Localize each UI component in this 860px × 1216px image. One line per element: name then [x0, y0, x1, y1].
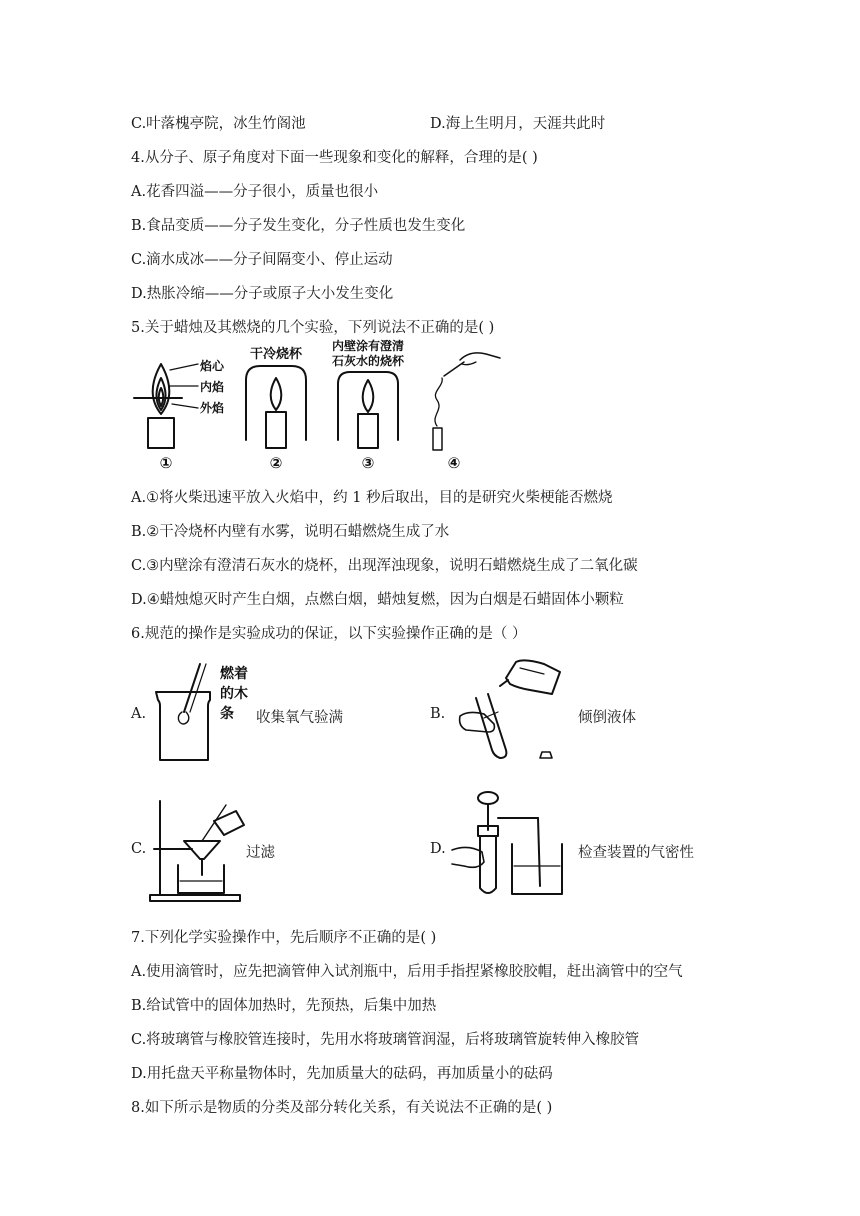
q7-option-c: C.将玻璃管与橡胶管连接时，先用水将玻璃管润湿，后将玻璃管旋转伸入橡胶管: [131, 1032, 640, 1048]
q6-option-a-caption: 收集氧气验满: [256, 710, 343, 726]
relight-smoke-setup: [433, 353, 500, 472]
q6-option-d-letter: D.: [430, 841, 446, 857]
q7-option-a: A.使用滴管时，应先把滴管伸入试剂瓶中，后用手指捏紧橡胶胶帽，赶出滴管中的空气: [131, 964, 683, 980]
airtightness-check-figure: [448, 790, 568, 902]
q6-option-a-letter: A.: [131, 706, 147, 722]
q6-option-d-caption: 检查装置的气密性: [578, 845, 694, 861]
label-limewater-line2: 石灰水的烧杯: [331, 354, 405, 368]
q4-option-c: C.滴水成冰——分子间隔变小、停止运动: [131, 252, 393, 268]
q4-option-b: B.食品变质——分子发生变化，分子性质也发生变化: [131, 218, 466, 234]
dry-cold-beaker-setup: [246, 346, 306, 472]
figure-number-2: ②: [269, 454, 283, 472]
label-burning-stick-1: 燃着: [220, 666, 248, 682]
label-burning-stick-2: 的木: [220, 686, 248, 702]
limewater-beaker-setup: [332, 338, 405, 472]
q6-option-b-letter: B.: [430, 706, 446, 722]
filtration-figure: [144, 795, 254, 905]
q5-stem: 5.关于蜡烛及其燃烧的几个实验，下列说法不正确的是( ): [131, 320, 495, 336]
figure-number-1: ①: [159, 454, 173, 472]
label-limewater-line1: 内壁涂有澄清: [331, 339, 405, 353]
q5-option-d: D.④蜡烛熄灭时产生白烟，点燃白烟，蜡烛复燃，因为白烟是石蜡固体小颗粒: [131, 592, 624, 608]
q5-option-b: B.②干冷烧杯内壁有水雾，说明石蜡燃烧生成了水: [131, 524, 450, 540]
q3-option-c: C.叶落槐亭院，冰生竹阁池: [131, 116, 306, 132]
pouring-liquid-figure: [448, 654, 568, 764]
label-outer-flame: 外焰: [200, 401, 225, 415]
q3-option-d: D.海上生明月，天涯共此时: [430, 116, 606, 132]
q7-option-b: B.给试管中的固体加热时，先预热，后集中加热: [131, 998, 437, 1014]
q7-stem: 7.下列化学实验操作中，先后顺序不正确的是( ): [131, 930, 437, 946]
q6-option-c-letter: C.: [131, 841, 147, 857]
q4-option-d: D.热胀冷缩——分子或原子大小发生变化: [131, 286, 394, 302]
q4-option-a: A.花香四溢——分子很小，质量也很小: [131, 184, 379, 200]
figure-number-3: ③: [361, 454, 375, 472]
q6-option-b-caption: 倾倒液体: [578, 710, 636, 726]
candle-flame-structure: [134, 358, 225, 472]
label-burning-stick-3: 条: [220, 706, 234, 722]
q6-stem: 6.规范的操作是实验成功的保证，以下实验操作正确的是（ ）: [131, 626, 527, 642]
q4-stem: 4.从分子、原子角度对下面一些现象和变化的解释，合理的是( ): [131, 150, 538, 166]
q5-option-c: C.③内壁涂有澄清石灰水的烧杯，出现浑浊现象，说明石蜡燃烧生成了二氧化碳: [131, 558, 638, 574]
label-inner-flame: 内焰: [200, 380, 225, 394]
label-flame-core: 焰心: [200, 359, 225, 373]
q5-option-a: A.①将火柴迅速平放入火焰中，约 1 秒后取出，目的是研究火柴梗能否燃烧: [131, 490, 613, 506]
q6-option-c-caption: 过滤: [246, 845, 275, 861]
label-dry-cold-beaker: 干冷烧杯: [249, 347, 303, 362]
figure-number-4: ④: [447, 454, 461, 472]
q8-stem: 8.如下所示是物质的分类及部分转化关系，有关说法不正确的是( ): [131, 1100, 553, 1116]
candle-experiments-figure: [130, 340, 510, 475]
q7-option-d: D.用托盘天平称量物体时，先加质量大的砝码，再加质量小的砝码: [131, 1066, 553, 1082]
oxygen-full-test-figure: [150, 662, 250, 772]
